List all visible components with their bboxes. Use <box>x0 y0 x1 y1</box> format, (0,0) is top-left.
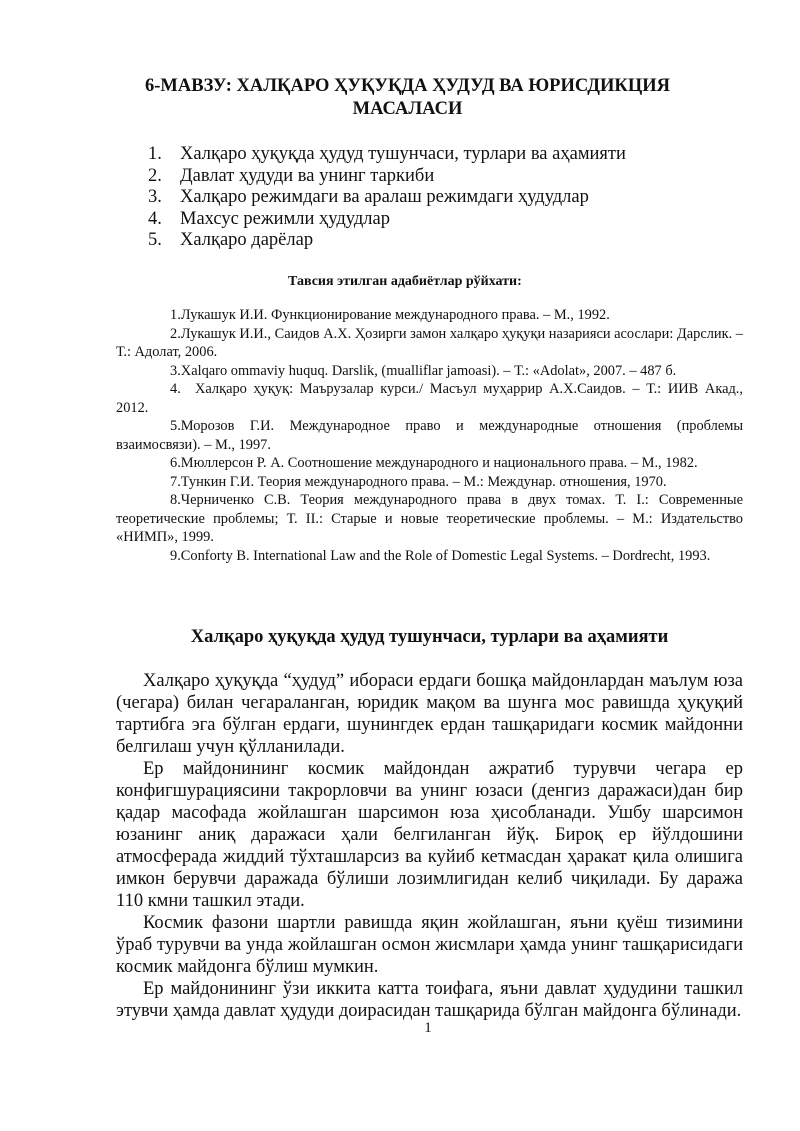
reference-item: 3.Xalqaro ommaviy huquq. Darslik, (mualliflar jamoasi). – Т.: «Adolat», 2007. – 487 б. <box>170 362 677 379</box>
paragraph: Ер майдонининг космик майдондан ажратиб турувчи чегара ер конфигшурациясини такрорловчи ва унинг юзаси (денгиз даражаси)дан бир қадар масофада жойлашган шарсимон юза ҳисобланади. Ушбу шарсимон юзанинг аниқ даражаси ҳали белгиланган йўқ. Бироқ ер йўлдошини атмосферада жиддий тўхташларсиз ва куйиб кетмасдан ҳаракат қила олишига имкон берувчи даражада бўлиши лозимлигидан келиб чиқилади. Бу даража 110 кмни ташкил этади. <box>116 759 743 911</box>
page-title: 6-МАВЗУ: ХАЛҚАРО ҲУҚУҚДА ҲУДУД ВА ЮРИСДИКЦИЯ МАСАЛАСИ <box>145 76 670 119</box>
list-item: 4. Махсус режимли ҳудудлар <box>148 208 390 229</box>
body-text <box>116 670 743 1022</box>
section-heading: Халқаро ҳуқуқда ҳудуд тушунчаси, турлари ва аҳамияти <box>190 627 669 647</box>
reference-item: 2.Лукашук И.И., Саидов А.Х. Ҳозирги замон халқаро ҳуқуқи назарияси асослари: Дарслик. – Т.: Адолат, 2006. <box>116 325 743 360</box>
paragraph: Халқаро ҳуқуқда “ҳудуд” ибораси ердаги бошқа майдонлардан маълум юза (чегара) билан чегараланган, юридик мақом ва шунга мос равишда ҳуқуқий тартибга эга бўлган ердаги, шунингдек ердан ташқаридаги космик майдонни белгилаш учун қўлланилади. <box>116 671 743 757</box>
reference-item: 7.Тункин Г.И. Теория международного права. – М.: Междунар. отношения, 1970. <box>170 473 667 490</box>
page-number: 1 <box>424 1020 432 1036</box>
list-item: 3. Халқаро режимдаги ва аралаш режимдаги ҳудудлар <box>148 187 589 207</box>
references-list <box>116 306 743 565</box>
reference-item: 9.Conforty B. International Law and the Role of Domestic Legal Systems. – Dordrecht, 1993. <box>170 547 711 564</box>
list-item: 5. Халқаро дарёлар <box>148 230 314 250</box>
reference-item: 5.Морозов Г.И. Международное право и международные отношения (проблемы взаимосвязи). – М., 1997. <box>116 418 743 453</box>
reference-item: 6.Мюллерсон Р. А. Соотношение международного и национального права. – М., 1982. <box>170 455 698 471</box>
list-item: 2. Давлат ҳудуди ва унинг таркиби <box>148 165 435 186</box>
literature-heading: Тавсия этилган адабиётлар рўйхати: <box>288 274 522 289</box>
list-item: 1. Халқаро ҳуқуқда ҳудуд тушунчаси, турлари ва аҳамияти <box>148 144 626 164</box>
reference-item: 8.Черниченко С.В. Теория международного права в двух томах. Т. I.: Современные теоретические проблемы; Т. II.: Старые и новые теоретические проблемы. – М.: Издательство «НИМП», 1999. <box>116 492 743 545</box>
reference-item: 1.Лукашук И.И. Функционирование международного права. – М., 1992. <box>170 307 610 323</box>
reference-item: 4. Халқаро ҳуқуқ: Маърузалар курси./ Масъул муҳаррир А.Х.Саидов. – Т.: ИИВ Акад., 2012. <box>116 381 743 416</box>
paragraph: Космик фазони шартли равишда яқин жойлашган, яъни қуёш тизимини ўраб турувчи ва унда жойлашган осмон жисмлари ҳамда унинг ташқарисидаги космик майдонга бўлиш мумкин. <box>116 913 743 977</box>
topics-list <box>148 144 626 252</box>
paragraph: Ер майдонининг ўзи иккита катта тоифага, яъни давлат ҳудудини ташкил этувчи ҳамда давлат ҳудуди доирасидан ташқарида бўлган майдонга бўлинади. <box>116 979 743 1021</box>
